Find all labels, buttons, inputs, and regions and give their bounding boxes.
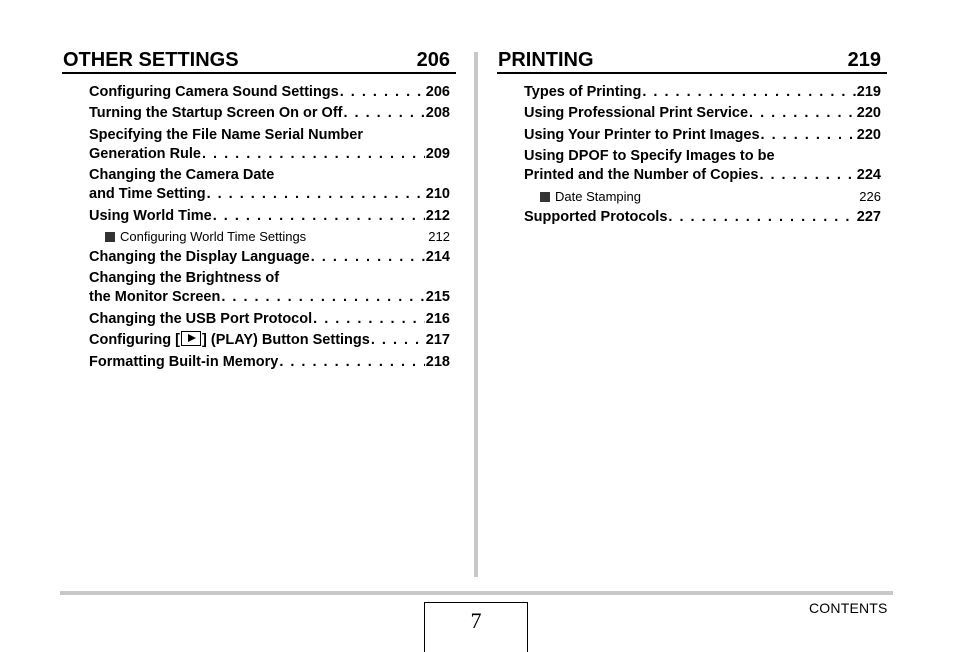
dot-leader xyxy=(761,126,856,145)
dot-leader xyxy=(668,208,855,227)
other-settings-section xyxy=(62,46,456,374)
toc-entry[interactable] xyxy=(89,331,450,350)
entry-text: Printed and the Number of Copies xyxy=(524,167,759,184)
entry-text: Changing the USB Port Protocol xyxy=(89,310,313,327)
entry-line xyxy=(89,353,450,372)
entry-page: 220 xyxy=(856,105,881,122)
entry-page: 220 xyxy=(856,126,881,143)
entry-line xyxy=(89,331,450,350)
subentry-text: Configuring World Time Settings xyxy=(120,228,307,244)
entry-line xyxy=(89,185,450,204)
entry-page: 208 xyxy=(425,105,450,122)
entry-page: 209 xyxy=(425,145,450,162)
dot-leader xyxy=(642,83,855,102)
entry-text: the Monitor Screen xyxy=(89,289,221,306)
entry-page: 219 xyxy=(856,84,881,100)
section-page[interactable]: 206 xyxy=(416,49,450,71)
subentry-label xyxy=(105,228,306,245)
toc-entries xyxy=(497,74,887,227)
toc-entry[interactable] xyxy=(89,207,450,226)
entry-text: Using Professional Print Service xyxy=(524,105,749,122)
dot-leader xyxy=(313,310,425,329)
toc-entry[interactable] xyxy=(89,248,450,267)
toc-entry[interactable] xyxy=(89,83,450,102)
section-page[interactable]: 219 xyxy=(847,49,881,71)
entry-line xyxy=(89,104,450,123)
entry-line xyxy=(89,310,450,329)
toc-entry[interactable] xyxy=(89,310,450,329)
entry-text: Configuring Camera Sound Settings xyxy=(89,84,339,100)
entry-text: and Time Setting xyxy=(89,186,206,203)
entry-text-part: Configuring [ xyxy=(89,332,181,349)
entry-line: Using DPOF to Specify Images to be xyxy=(524,148,775,165)
play-button-icon xyxy=(181,331,201,346)
column-divider xyxy=(474,52,478,577)
entry-page: 206 xyxy=(425,84,450,100)
section-title: PRINTING xyxy=(498,49,594,71)
entry-text-part: ] (PLAY) Button Settings xyxy=(202,332,370,349)
dot-leader xyxy=(221,288,424,307)
entry-page: 227 xyxy=(856,208,881,225)
square-bullet-icon xyxy=(105,232,115,242)
entry-page: 224 xyxy=(856,167,881,184)
subentry-page: 226 xyxy=(859,188,881,204)
subentry-label xyxy=(540,188,641,205)
entry-text: Generation Rule xyxy=(89,145,201,162)
toc-entries xyxy=(62,74,456,372)
toc-subentry[interactable] xyxy=(89,228,450,245)
dot-leader xyxy=(202,145,425,164)
contents-link[interactable]: CONTENTS xyxy=(809,600,888,616)
entry-text: Types of Printing xyxy=(524,84,642,100)
printing-section xyxy=(497,46,887,229)
entry-page: 214 xyxy=(425,248,450,265)
entry-page: 210 xyxy=(425,186,450,203)
toc-entry[interactable] xyxy=(524,126,881,145)
page-number: 7 xyxy=(424,602,528,652)
entry-line xyxy=(524,208,881,227)
toc-entry[interactable] xyxy=(524,208,881,227)
entry-line xyxy=(89,83,450,102)
toc-entry[interactable] xyxy=(524,147,881,185)
entry-text: Changing the Display Language xyxy=(89,248,310,265)
section-header xyxy=(497,46,887,74)
entry-line xyxy=(524,126,881,145)
entry-text: Using Your Printer to Print Images xyxy=(524,126,760,143)
dot-leader xyxy=(340,83,425,102)
section-header xyxy=(62,46,456,74)
toc-entry[interactable] xyxy=(89,269,450,307)
toc-entry[interactable] xyxy=(524,104,881,123)
dot-leader xyxy=(344,104,425,123)
entry-text: Using World Time xyxy=(89,207,212,224)
entry-line: Changing the Brightness of xyxy=(89,270,280,287)
entry-line xyxy=(524,166,881,185)
entry-line xyxy=(524,104,881,123)
entry-text: Supported Protocols xyxy=(524,208,668,225)
subentry-text: Date Stamping xyxy=(555,188,641,204)
entry-text xyxy=(89,331,370,350)
entry-line: Changing the Camera Date xyxy=(89,167,275,184)
entry-text: Formatting Built-in Memory xyxy=(89,353,279,370)
entry-page: 217 xyxy=(425,332,450,349)
toc-subentry[interactable] xyxy=(524,188,881,205)
dot-leader xyxy=(311,248,425,267)
dot-leader xyxy=(279,353,424,372)
entry-line: Specifying the File Name Serial Number xyxy=(89,126,363,143)
toc-entry[interactable] xyxy=(89,104,450,123)
entry-line xyxy=(89,248,450,267)
toc-entry[interactable] xyxy=(89,126,450,164)
entry-page: 212 xyxy=(425,207,450,224)
square-bullet-icon xyxy=(540,192,550,202)
dot-leader xyxy=(371,331,425,350)
dot-leader xyxy=(749,104,856,123)
entry-line xyxy=(89,288,450,307)
toc-entry[interactable] xyxy=(89,353,450,372)
dot-leader xyxy=(207,185,425,204)
toc-entry[interactable] xyxy=(89,166,450,204)
section-title: OTHER SETTINGS xyxy=(63,49,239,71)
toc-entry[interactable] xyxy=(524,83,881,102)
footer-rule xyxy=(60,591,893,595)
entry-text: Turning the Startup Screen On or Off xyxy=(89,105,343,122)
entry-page: 216 xyxy=(425,310,450,327)
entry-page: 215 xyxy=(425,289,450,306)
subentry-page: 212 xyxy=(428,228,450,244)
entry-page: 218 xyxy=(425,353,450,370)
entry-line xyxy=(89,207,450,226)
dot-leader xyxy=(213,207,425,226)
dot-leader xyxy=(759,166,855,185)
entry-line xyxy=(89,145,450,164)
entry-line xyxy=(524,83,881,102)
